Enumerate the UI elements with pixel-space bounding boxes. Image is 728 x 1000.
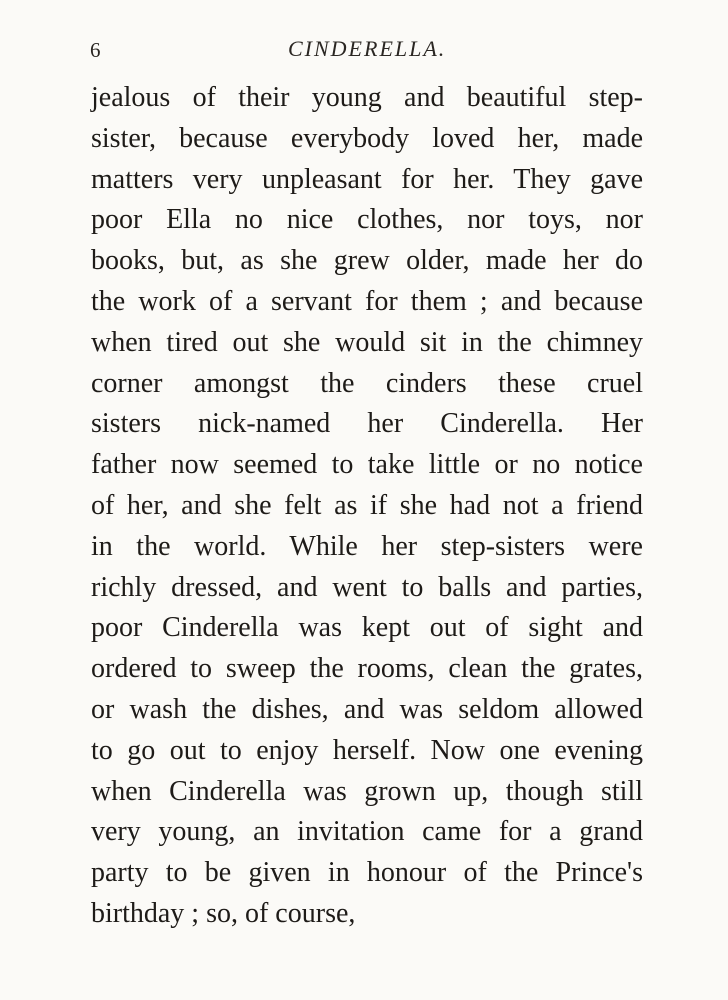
text-line: in the world. While her step-sisters were xyxy=(91,530,643,562)
text-line: when tired out she would sit in the chimney xyxy=(91,326,643,358)
text-line: birthday ; so, of course, xyxy=(91,897,356,929)
text-line: of her, and she felt as if she had not a friend xyxy=(91,489,643,521)
text-line: party to be given in honour of the Prince's xyxy=(91,857,643,889)
text-line: poor Cinderella was kept out of sight and xyxy=(91,612,643,644)
text-line: to go out to enjoy herself. Now one evening xyxy=(91,734,643,766)
text-line: sister, because everybody loved her, made xyxy=(91,122,643,154)
page-number: 6 xyxy=(90,38,101,62)
text-line: or wash the dishes, and was seldom allowed xyxy=(91,693,643,725)
text-line: richly dressed, and went to balls and parties, xyxy=(91,571,643,603)
text-line: father now seemed to take little or no notice xyxy=(91,449,643,481)
text-line: the work of a servant for them ; and because xyxy=(91,285,643,317)
text-line: poor Ella no nice clothes, nor toys, nor xyxy=(91,204,643,236)
text-line: corner amongst the cinders these cruel xyxy=(91,367,643,399)
text-line: very young, an invitation came for a grand xyxy=(91,816,643,848)
body-text xyxy=(91,78,643,935)
text-line: when Cinderella was grown up, though still xyxy=(91,775,643,807)
text-line: jealous of their young and beautiful step- xyxy=(91,82,643,113)
text-line: matters very unpleasant for her. They gave xyxy=(91,163,643,195)
running-head xyxy=(90,34,642,66)
text-line: sisters nick-named her Cinderella. Her xyxy=(91,408,643,440)
text-line: books, but, as she grew older, made her do xyxy=(91,245,643,277)
text-line: ordered to sweep the rooms, clean the grates, xyxy=(91,653,643,685)
running-title: CINDERELLA. xyxy=(288,36,447,61)
